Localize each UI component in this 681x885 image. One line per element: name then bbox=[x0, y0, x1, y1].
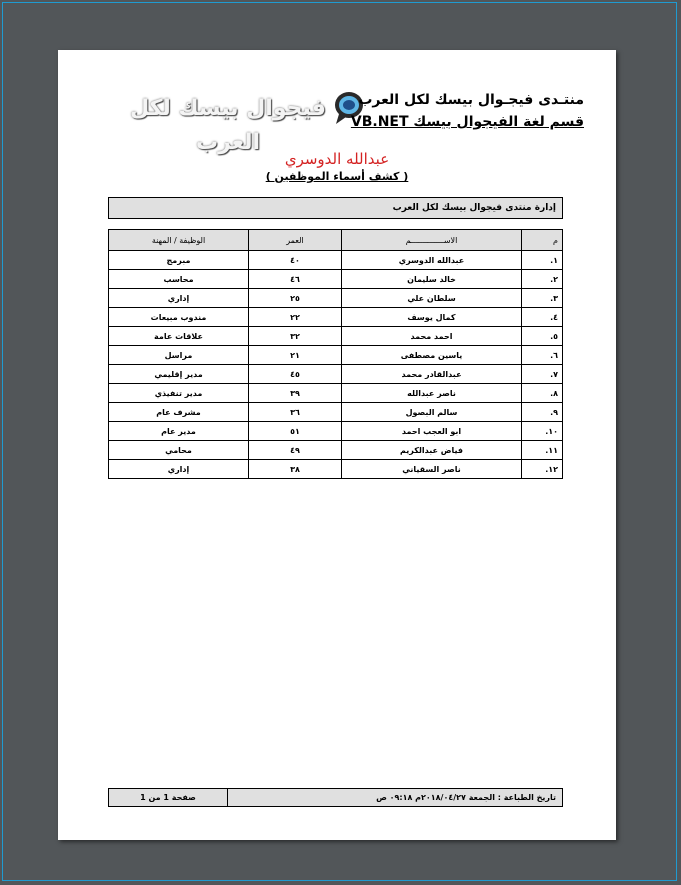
row-index: ١٢. bbox=[522, 460, 563, 479]
department-banner: إدارة منتدى فيجوال بيسك لكل العرب bbox=[108, 197, 563, 219]
column-header-index: م bbox=[522, 230, 563, 251]
row-index: ٧. bbox=[522, 365, 563, 384]
row-name: ياسين مصطفى bbox=[342, 346, 522, 365]
row-name: ناصر السقياني bbox=[342, 460, 522, 479]
row-name: سالم البصول bbox=[342, 403, 522, 422]
row-index: ١١. bbox=[522, 441, 563, 460]
report-footer bbox=[108, 788, 563, 807]
row-name: احمد محمد bbox=[342, 327, 522, 346]
row-job: مندوب مبيعات bbox=[109, 308, 249, 327]
row-index: ٣. bbox=[522, 289, 563, 308]
row-name: ابو العجب احمد bbox=[342, 422, 522, 441]
row-age: ٢٢ bbox=[249, 308, 342, 327]
report-owner-name: عبدالله الدوسري bbox=[284, 150, 390, 168]
column-header-job: الوظيفة / المهنة bbox=[109, 230, 249, 251]
table-row bbox=[109, 403, 563, 422]
row-job: محامي bbox=[109, 441, 249, 460]
forum-section: قسم لغة الفيجوال بيسك VB.NET bbox=[350, 114, 584, 130]
table-header-row bbox=[109, 230, 563, 251]
row-age: ٤٩ bbox=[249, 441, 342, 460]
row-age: ٤٥ bbox=[249, 365, 342, 384]
row-name: فياض عبدالكريم bbox=[342, 441, 522, 460]
employees-table bbox=[108, 229, 563, 479]
row-age: ٢٥ bbox=[249, 289, 342, 308]
row-name: عبدالقادر محمد bbox=[342, 365, 522, 384]
table-row bbox=[109, 441, 563, 460]
row-job: علاقات عامة bbox=[109, 327, 249, 346]
page-counter: صفحة 1 من 1 bbox=[109, 789, 228, 806]
site-logo bbox=[123, 88, 363, 155]
report-title: ( كشف أسماء الموظفين ) bbox=[265, 170, 409, 183]
row-age: ٣٩ bbox=[249, 384, 342, 403]
row-job: إداري bbox=[109, 460, 249, 479]
table-row bbox=[109, 251, 563, 270]
row-index: ٢. bbox=[522, 270, 563, 289]
table-row bbox=[109, 422, 563, 441]
column-header-age: العمر bbox=[249, 230, 342, 251]
row-job: محاسب bbox=[109, 270, 249, 289]
report-page bbox=[58, 50, 616, 840]
row-job: مدير تنفيذي bbox=[109, 384, 249, 403]
table-row bbox=[109, 289, 563, 308]
row-index: ٤. bbox=[522, 308, 563, 327]
logo-text: فيجوال بيسك لكل العرب bbox=[130, 96, 326, 155]
table-row bbox=[109, 384, 563, 403]
row-name: خالد سليمان bbox=[342, 270, 522, 289]
table-row bbox=[109, 327, 563, 346]
row-age: ٤٠ bbox=[249, 251, 342, 270]
column-header-name: الاســــــــــــــم bbox=[342, 230, 522, 251]
row-age: ٣٨ bbox=[249, 460, 342, 479]
row-age: ٤٦ bbox=[249, 270, 342, 289]
row-job: مبرمج bbox=[109, 251, 249, 270]
row-job: مدير إقليمي bbox=[109, 365, 249, 384]
row-age: ٢١ bbox=[249, 346, 342, 365]
row-index: ١. bbox=[522, 251, 563, 270]
row-job: إداري bbox=[109, 289, 249, 308]
row-name: ناصر عبدالله bbox=[342, 384, 522, 403]
row-job: مشرف عام bbox=[109, 403, 249, 422]
print-date: تاريخ الطباعة : الجمعة ٢٠١٨/٠٤/٢٧م ٠٩:١٨ ص bbox=[376, 793, 556, 802]
row-name: عبدالله الدوسري bbox=[342, 251, 522, 270]
table-row bbox=[109, 346, 563, 365]
row-index: ٨. bbox=[522, 384, 563, 403]
table-row bbox=[109, 365, 563, 384]
row-index: ٦. bbox=[522, 346, 563, 365]
row-age: ٣٦ bbox=[249, 403, 342, 422]
row-index: ٥. bbox=[522, 327, 563, 346]
row-name: سلطان علي bbox=[342, 289, 522, 308]
table-row bbox=[109, 270, 563, 289]
row-age: ٥١ bbox=[249, 422, 342, 441]
row-job: مدير عام bbox=[109, 422, 249, 441]
row-index: ٩. bbox=[522, 403, 563, 422]
row-name: كمال يوسف bbox=[342, 308, 522, 327]
forum-title: منتـدى فيجـوال بيسك لكل العرب bbox=[358, 92, 584, 108]
row-age: ٣٢ bbox=[249, 327, 342, 346]
row-index: ١٠. bbox=[522, 422, 563, 441]
row-job: مراسل bbox=[109, 346, 249, 365]
table-row bbox=[109, 308, 563, 327]
table-row bbox=[109, 460, 563, 479]
